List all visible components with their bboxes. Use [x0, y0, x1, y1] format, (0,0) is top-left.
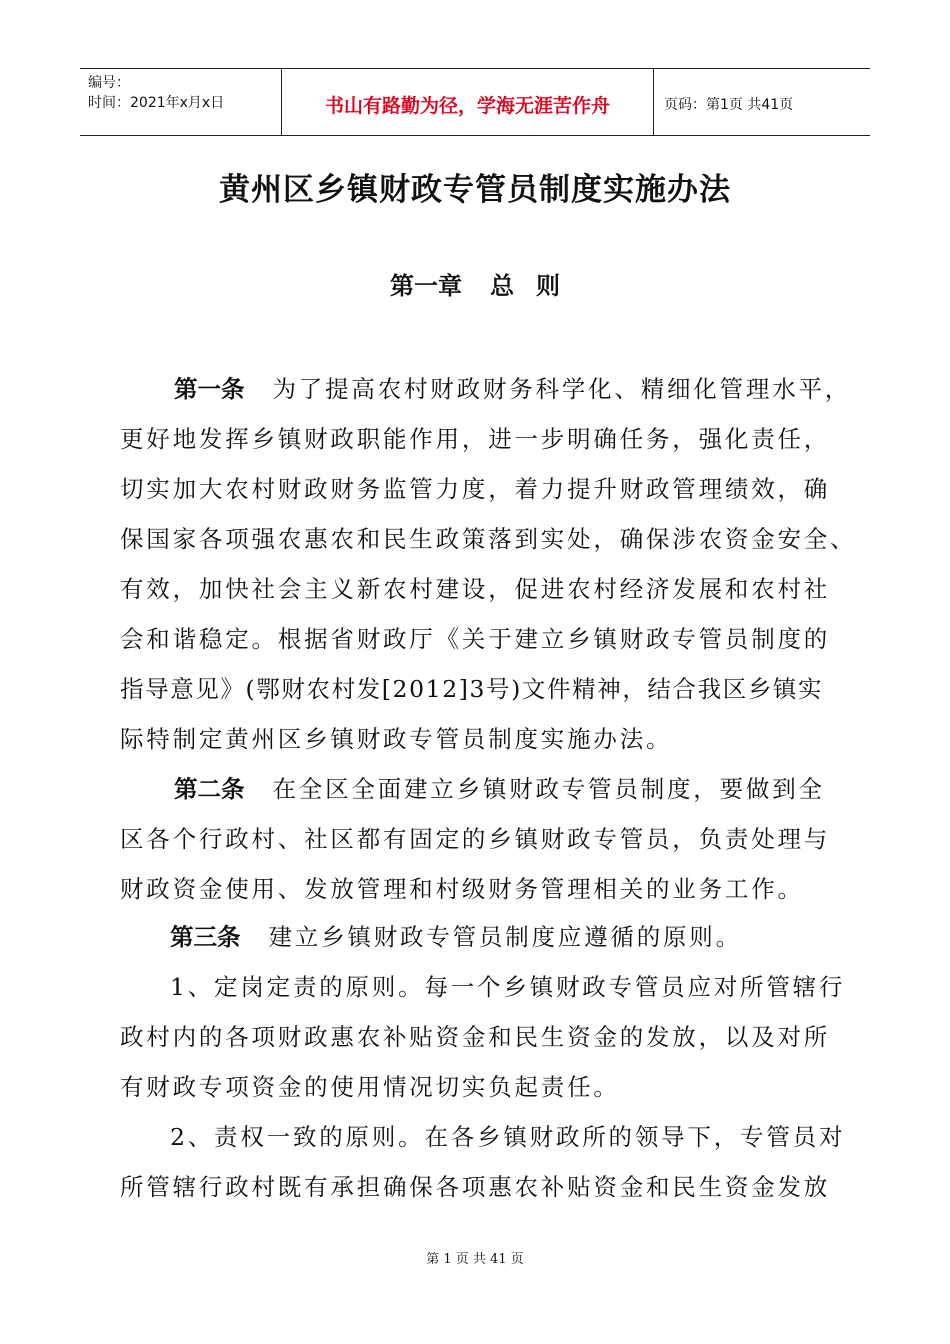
chapter-name-part-a: 总	[490, 272, 514, 300]
header-meta	[80, 69, 282, 135]
article-1-label: 第一条	[174, 375, 245, 403]
article-2-label: 第二条	[174, 775, 245, 803]
article-1-first-line	[174, 370, 886, 404]
article-2-text: 在全区全面建立乡镇财政专管员制度，要做到全	[272, 775, 825, 803]
article-3-first-line	[170, 918, 882, 952]
document-header	[80, 68, 870, 136]
principle-1-line: 1、定岗定责的原则。每一个乡镇财政专管员应对所管辖行	[170, 973, 846, 1001]
article-3-label: 第三条	[170, 923, 241, 951]
principle-1-line: 有财政专项资金的使用情况切实负起责任。	[120, 1073, 620, 1101]
article-3-text: 建立乡镇财政专管员制度应遵循的原则。	[268, 923, 742, 951]
article-1-text: 为了提高农村财政财务科学化、精细化管理水平，	[272, 375, 852, 403]
chapter-name-part-b: 则	[536, 272, 560, 300]
article-1-line: 更好地发挥乡镇财政职能作用，进一步明确任务，强化责任，	[120, 425, 831, 453]
article-2-first-line	[174, 770, 886, 804]
article-1-line: 有效，加快社会主义新农村建设，促进农村经济发展和农村社	[120, 575, 831, 603]
header-slogan: 书山有路勤为径，学海无涯苦作舟	[282, 69, 654, 135]
article-2-line: 财政资金使用、发放管理和村级财务管理相关的业务工作。	[120, 875, 804, 903]
article-2-line: 区各个行政村、社区都有固定的乡镇财政专管员，负责处理与	[120, 825, 831, 853]
article-1-line: 保国家各项强农惠农和民生政策落到实处，确保涉农资金安全、	[120, 525, 857, 553]
article-1-line: 切实加大农村财政财务监管力度，着力提升财政管理绩效，确	[120, 475, 831, 503]
article-1-line: 际特制定黄州区乡镇财政专管员制度实施办法。	[120, 725, 673, 753]
header-page-info: 页码：第1页 共41页	[664, 97, 794, 113]
document-date-label: 时间：2021年x月x日	[88, 95, 225, 111]
principle-2-line: 2、责权一致的原则。在各乡镇财政所的领导下，专管员对	[170, 1123, 846, 1151]
principle-2-line: 所管辖行政村既有承担确保各项惠农补贴资金和民生资金发放	[120, 1173, 831, 1201]
chapter-heading	[0, 266, 950, 301]
article-1-line: 指导意见》(鄂财农村发[2012]3号)文件精神，结合我区乡镇实	[120, 675, 824, 703]
article-1-line: 会和谐稳定。根据省财政厅《关于建立乡镇财政专管员制度的	[120, 625, 831, 653]
chapter-number: 第一章	[390, 272, 462, 300]
document-title: 黄州区乡镇财政专管员制度实施办法	[219, 172, 731, 208]
principle-1-line: 政村内的各项财政惠农补贴资金和民生资金的发放，以及对所	[120, 1023, 831, 1051]
page-footer: 第 1 页 共 41 页	[426, 1252, 524, 1267]
document-number-label: 编号：	[88, 75, 130, 91]
